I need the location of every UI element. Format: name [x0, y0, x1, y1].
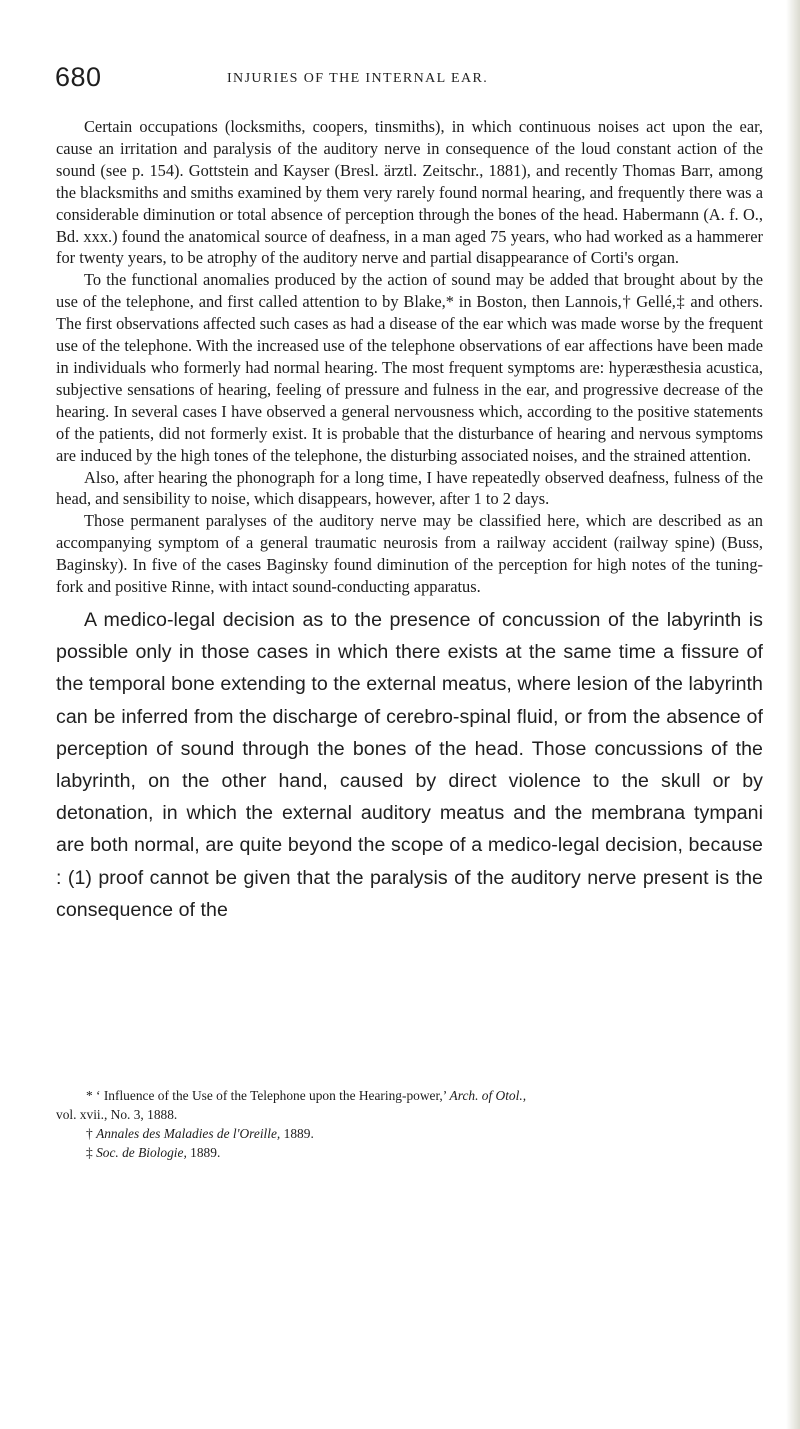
footnote-1: [56, 1086, 763, 1105]
page-edge-shadow: [786, 0, 800, 1429]
paragraph-railway-spine: Those permanent paralyses of the auditory nerve may be classified here, which are described as an accompanying symptom of a general traumatic neurosis from a railway accident (railway spine) (Buss, Baginsky). In five of the cases Baginsky found diminution of the perception for high notes of the tuning-fork and positive Rinne, with intact sound-conducting apparatus.: [56, 511, 763, 597]
paragraph-medico-legal: A medico-legal decision as to the presence of concussion of the labyrinth is possible only in those cases in which there exists at the same time a fissure of the temporal bone extending to the external meatus, where lesion of the labyrinth can be inferred from the discharge of cerebro-spinal fluid, or from the absence of perception of sound through the bones of the head. Those concussions of the labyrinth, on the other hand, caused by direct violence to the skull or by detonation, in which the external auditory meatus and the membrana tympani are both normal, are quite beyond the scope of a medico-legal decision, because : (1) proof cannot be given that the paralysis of the auditory nerve present is the consequence of the: [56, 608, 763, 921]
footnote-1-continued: vol. xvii., No. 3, 1888.: [56, 1107, 178, 1122]
paragraph-occupational-deafness: Certain occupations (locksmiths, coopers, tinsmiths), in which continuous noises act upon the ear, cause an irritation and paralysis of the auditory nerve in consequence of the loud constant action of the sound (see p. 154). Gottstein and Kayser (Bresl. ärztl. Zeitschr., 1881), and recently Thomas Barr, among the blacksmiths and smiths examined by them very rarely found normal hearing, and frequently there was a considerable diminution or total absence of perception through the bones of the head. Habermann (A. f. O., Bd. xxx.) found the anatomical source of deafness, in a man aged 75 years, who had worked as a hammerer for twenty years, to be atrophy of the auditory nerve and partial disappearance of Corti's organ.: [56, 117, 763, 268]
footnote-2: [56, 1124, 763, 1143]
body-text: [56, 116, 763, 926]
footnote-1-title: * ‘ Influence of the Use of the Telephone upon the Hearing-power,’: [86, 1088, 447, 1103]
footnote-2-mark: †: [86, 1126, 93, 1141]
page-number: 680: [55, 62, 102, 92]
paragraph-telephone: To the functional anomalies produced by the action of sound may be added that brought about by the use of the telephone, and first called attention to by Blake,* in Boston, then Lannois,† Gellé,‡ and others. The first observations affected such cases as had a disease of the ear which was made worse by the frequent use of the telephone. With the increased use of the telephone observations of ear affections have been made in individuals who formerly had normal hearing. The most frequent symptoms are: hyperæsthesia acustica, subjective sensations of hearing, feeling of pressure and fulness in the ear, and progressive decrease of the hearing. In several cases I have observed a general nervousness which, according to the positive statements of the patients, did not formerly exist. It is probable that the disturbance of hearing and nervous symptoms are induced by the high tones of the telephone, the disturbing associated noises, and the strained attention.: [56, 270, 763, 465]
footnote-2-year: 1889.: [283, 1126, 314, 1141]
footnote-3: [56, 1143, 763, 1162]
page-header: [55, 60, 755, 100]
footnote-2-journal: Annales des Maladies de l'Oreille,: [96, 1126, 281, 1141]
footnote-3-journal: Soc. de Biologie,: [96, 1145, 187, 1160]
footnote-1-journal: Arch. of Otol.,: [449, 1088, 527, 1103]
footnote-3-mark: ‡: [86, 1145, 93, 1160]
running-head: INJURIES OF THE INTERNAL EAR.: [227, 71, 489, 86]
footnote-3-year: 1889.: [190, 1145, 221, 1160]
footnotes: [56, 1086, 763, 1162]
paragraph-phonograph: Also, after hearing the phonograph for a long time, I have repeatedly observed deafness, fulness of the head, and sensibility to noise, which disappears, however, after 1 to 2 days.: [56, 467, 763, 509]
